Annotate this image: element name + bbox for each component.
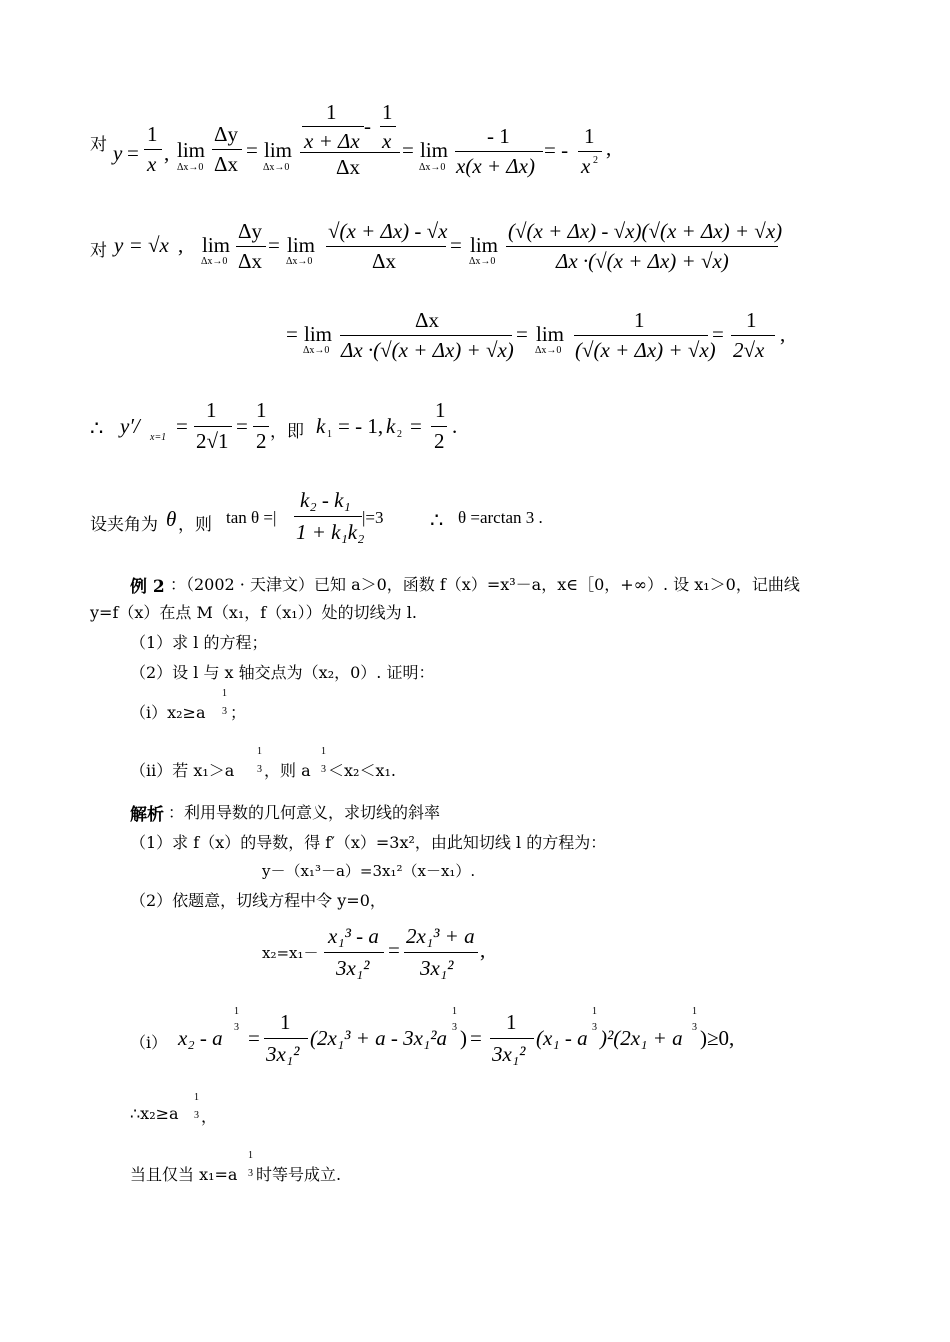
tan-result: |=3	[362, 508, 384, 527]
den-x: x	[581, 154, 591, 178]
fraction-bar	[264, 1038, 308, 1039]
lim-sub: Δx→0	[535, 345, 562, 356]
question-i: （i）x₂≥a	[130, 703, 206, 722]
denominator-x: x	[147, 152, 157, 176]
si-num: 1	[506, 1010, 517, 1034]
si-num: 1	[280, 1010, 291, 1034]
inner-num-2: 1	[382, 100, 393, 124]
fraction-bar	[194, 426, 232, 427]
fraction-bar	[490, 1038, 534, 1039]
si-part-1: (2x₁³ + a - 3x₁²a	[310, 1026, 447, 1050]
therefore-sign: ∴	[90, 416, 104, 440]
frac2-den: 2	[256, 429, 267, 453]
condition: x=1	[150, 432, 167, 443]
k1: k	[316, 414, 326, 438]
fraction-bar	[455, 151, 543, 152]
question-ii-a: （ii）若 x₁＞a	[130, 761, 235, 780]
end-comma: ,	[606, 136, 612, 160]
lim-sub: Δx→0	[201, 256, 228, 267]
exp-num: 1	[592, 1006, 597, 1017]
equals-sign: =	[246, 138, 258, 162]
exp-den: 3	[321, 764, 326, 775]
neg-one: - 1	[487, 124, 510, 148]
lim-2: lim	[264, 138, 293, 162]
angle-intro: 设夹角为	[90, 515, 158, 535]
si-part-1-end: )	[460, 1026, 467, 1050]
fraction-bar	[731, 335, 775, 336]
fraction-bar	[578, 151, 602, 152]
k2-sub: 2	[397, 429, 402, 440]
k1-sub: 1	[327, 429, 332, 440]
fraction-bar	[574, 335, 708, 336]
lim-sub: Δx→0	[469, 256, 496, 267]
exp-den: 3	[248, 1168, 253, 1179]
dui-text: 对	[90, 135, 107, 155]
conclusion-end: ，	[201, 1107, 218, 1126]
conclusion: ∴x₂≥a	[130, 1104, 179, 1123]
delta-x: Δx	[214, 152, 239, 176]
theta: θ	[166, 507, 177, 531]
delta-y: Δy	[214, 122, 239, 146]
exp-den: 3	[194, 1110, 199, 1121]
frac1-den: 2√1	[196, 429, 229, 453]
equality-condition: 当且仅当 x₁=a	[130, 1165, 238, 1184]
lim: lim	[202, 233, 231, 257]
exp-den: 3	[257, 764, 262, 775]
equals-sign: =	[470, 1026, 482, 1050]
num-2: (√(x + Δx) - √x)(√(x + Δx) + √x)	[508, 219, 783, 243]
comma: ,	[164, 141, 170, 165]
equals-sign: =	[712, 322, 724, 346]
function-sqrt: y = √x	[114, 233, 169, 257]
example-line-1: ：（2002 · 天津文）已知 a＞0，函数 f（x）=x³－a，x∈［0，+∞）. 设 x₁＞0，记曲线	[170, 575, 800, 594]
s2-den-1: 3x₁²	[336, 956, 370, 980]
fraction-bar	[236, 246, 266, 247]
lim: lim	[287, 233, 316, 257]
den-x-x-dx: x(x + Δx)	[456, 154, 535, 178]
equals-sign: =	[236, 414, 248, 438]
dui-text: 对	[90, 241, 107, 261]
fraction-bar	[324, 952, 384, 953]
exp-num: 1	[452, 1006, 457, 1017]
lim-sub-3: Δx→0	[419, 162, 446, 173]
fraction-bar	[506, 246, 778, 247]
si-lhs: x₂ - a	[178, 1026, 223, 1050]
si-part-2: (x₁ - a	[536, 1026, 588, 1050]
si-end: )≥0,	[700, 1026, 735, 1050]
equality-condition-end: 时等号成立.	[256, 1165, 342, 1184]
si-label: （i）	[130, 1033, 168, 1052]
fraction-bar	[431, 426, 447, 427]
tan-expr: tan θ =|	[226, 508, 277, 527]
delta-x: Δx	[238, 249, 263, 273]
solution-step-2: （2）依题意，切线方程中令 y=0，	[130, 891, 386, 910]
equals-sign: =	[268, 233, 280, 257]
end-period: .	[452, 414, 458, 438]
lim: lim	[536, 322, 565, 346]
frac2-num: 1	[256, 398, 267, 422]
end-comma: ,	[480, 938, 486, 962]
num-2: 1	[634, 308, 645, 332]
example-label: 例 2	[130, 577, 165, 597]
fraction-bar	[253, 426, 269, 427]
lim-sub: Δx→0	[286, 256, 313, 267]
equals-sign: =	[388, 938, 400, 962]
solution-intro: ：利用导数的几何意义，求切线的斜率	[168, 803, 441, 822]
si-den: 3x₁²	[492, 1042, 526, 1066]
fraction-bar	[212, 149, 242, 150]
equals-sign: =	[516, 322, 528, 346]
question-1: （1）求 l 的方程；	[130, 633, 268, 652]
exp-num: 1	[234, 1006, 239, 1017]
y-prime: y′/	[120, 414, 140, 438]
x2-lhs: x₂=x₁－	[262, 944, 319, 962]
inner-num-1: 1	[326, 100, 337, 124]
equals-sign: =	[450, 233, 462, 257]
den-1: Δx ·(√(x + Δx) + √x)	[341, 338, 514, 362]
sq-exp: 2	[593, 155, 598, 166]
lim-1: lim	[177, 138, 206, 162]
question-i-end: ；	[230, 703, 247, 722]
question-2: （2）设 l 与 x 轴交点为（x₂，0）. 证明：	[130, 663, 435, 682]
fraction-bar	[404, 952, 478, 953]
k1-value: = - 1,	[338, 414, 384, 438]
lim-sub-2: Δx→0	[263, 162, 290, 173]
k2: k	[386, 414, 396, 438]
ze-text: ，则	[178, 515, 212, 535]
exp-num: 1	[248, 1150, 253, 1161]
function-y: y	[113, 141, 123, 165]
exp-den: 3	[692, 1022, 697, 1033]
exp-num: 1	[692, 1006, 697, 1017]
inner-den-1: x + Δx	[304, 129, 360, 153]
fraction-bar	[302, 126, 364, 127]
end-comma: ,	[780, 322, 786, 346]
tan-num: k₂ - k₁	[300, 488, 351, 512]
tan-den: 1 + k₁k₂	[296, 520, 365, 544]
exp-num: 1	[222, 688, 227, 699]
solution-step-1: （1）求 f（x）的导数，得 f′（x）=3x²，由此知切线 l 的方程为：	[130, 833, 607, 852]
den-3: 2√x	[733, 338, 765, 362]
fraction-bar	[294, 516, 362, 517]
equals-sign: =	[176, 414, 188, 438]
fraction-bar	[144, 149, 162, 150]
question-ii-c: ＜x₂＜x₁.	[328, 761, 396, 780]
equals-sign: =	[127, 141, 139, 165]
exp-num: 1	[194, 1092, 199, 1103]
s2-den-2: 3x₁²	[420, 956, 454, 980]
fraction-bar-main	[300, 152, 400, 153]
exp-num: 1	[321, 746, 326, 757]
lim-sub: Δx→0	[303, 345, 330, 356]
comma: ,	[178, 233, 184, 257]
equals-sign: =	[286, 322, 298, 346]
k2-num: 1	[435, 398, 446, 422]
num-one: 1	[584, 124, 595, 148]
equals-sign: =	[402, 138, 414, 162]
equals-neg: = -	[544, 138, 569, 162]
si-part-2-end: )²(2x₁ + a	[600, 1026, 683, 1050]
s2-num-2: 2x₁³ + a	[406, 924, 475, 948]
k2-den: 2	[434, 429, 445, 453]
exp-num: 1	[257, 746, 262, 757]
main-den: Δx	[336, 155, 361, 179]
lim: lim	[470, 233, 499, 257]
inner-den-2: x	[382, 129, 392, 153]
therefore-sign: ∴	[430, 508, 444, 532]
lim: lim	[304, 322, 333, 346]
exp-den: 3	[222, 706, 227, 717]
lim-3: lim	[420, 138, 449, 162]
solution-label: 解析	[130, 805, 164, 825]
frac1-num: 1	[206, 398, 217, 422]
minus-sign: -	[364, 114, 371, 138]
exp-den: 3	[452, 1022, 457, 1033]
den-2: (√(x + Δx) + √x)	[575, 338, 716, 362]
fraction-bar	[380, 126, 396, 127]
den-2: Δx ·(√(x + Δx) + √x)	[556, 249, 729, 273]
example-line-2: y=f（x）在点 M（x₁，f（x₁））处的切线为 l.	[90, 603, 417, 622]
question-ii-b: ，则 a	[264, 761, 311, 780]
den-1: Δx	[372, 249, 397, 273]
num-1: √(x + Δx) - √x	[328, 219, 448, 243]
exp-den: 3	[234, 1022, 239, 1033]
tangent-equation: y－（x₁³－a）=3x₁²（x－x₁）.	[262, 862, 476, 880]
fraction-bar	[340, 335, 512, 336]
equals-sign: =	[410, 414, 422, 438]
num-1: Δx	[415, 308, 440, 332]
fraction-bar	[326, 246, 446, 247]
delta-y: Δy	[238, 219, 263, 243]
exp-den: 3	[592, 1022, 597, 1033]
numerator-one: 1	[147, 122, 158, 146]
num-3: 1	[746, 308, 757, 332]
ji-text: ，即	[270, 422, 304, 442]
equals-sign: =	[248, 1026, 260, 1050]
lim-sub-1: Δx→0	[177, 162, 204, 173]
theta-answer: θ =arctan 3 .	[458, 508, 543, 527]
s2-num-1: x₁³ - a	[328, 924, 379, 948]
si-den: 3x₁²	[266, 1042, 300, 1066]
